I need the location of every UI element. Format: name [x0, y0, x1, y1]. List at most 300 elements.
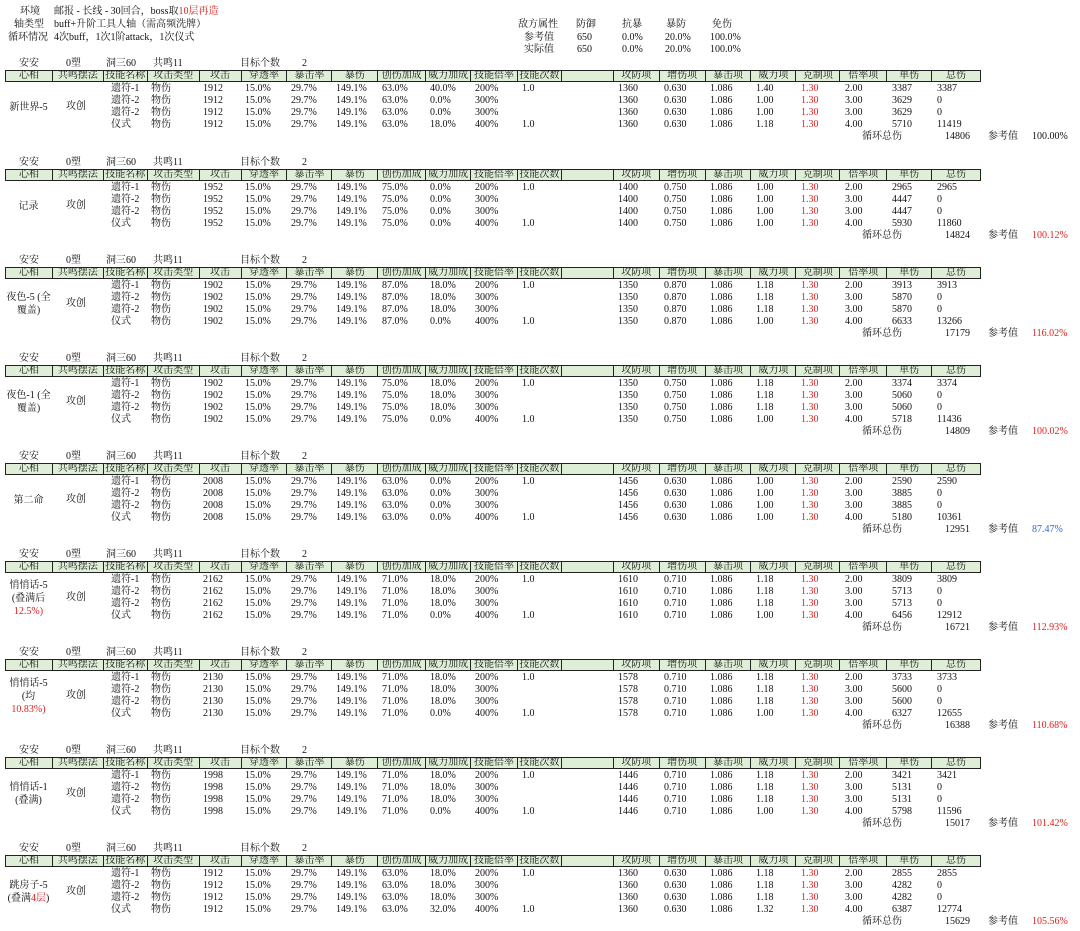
damage-boost-factor: 0.750	[664, 218, 687, 229]
loop-total-value: 17179	[945, 328, 970, 339]
axis-label: 轴类型	[14, 19, 44, 30]
column-header-attack: 攻击	[200, 464, 242, 474]
damage-boost-factor: 0.710	[664, 782, 687, 793]
damage-boost-factor: 0.630	[664, 892, 687, 903]
multiplier-factor: 3.00	[845, 292, 863, 303]
power-bonus: 18.0%	[430, 292, 456, 303]
column-header-attack-type: 攻击类型	[148, 856, 200, 866]
total-damage: 11596	[937, 806, 962, 817]
single-damage: 3885	[892, 500, 912, 511]
heart-phase-name-line: 悄悄话-1	[9, 782, 48, 793]
heart-phase-name-line: 第二命	[13, 494, 44, 506]
counter-factor: 1.30	[801, 782, 819, 793]
counter-factor: 1.30	[801, 378, 819, 389]
single-damage: 6327	[892, 708, 912, 719]
wound-bonus: 71.0%	[382, 806, 408, 817]
power-bonus: 0.0%	[430, 414, 451, 425]
single-damage: 3913	[892, 280, 912, 291]
crit-factor: 1.086	[710, 574, 733, 585]
single-damage: 3629	[892, 107, 912, 118]
column-header-skill-count: 技能次数	[518, 856, 562, 866]
skill-count: 1.0	[522, 708, 535, 719]
atk-def-factor: 1350	[618, 390, 638, 401]
attack-type: 物伤	[151, 696, 171, 707]
attack-value: 1952	[203, 206, 223, 217]
total-damage: 0	[937, 304, 942, 315]
power-factor: 1.18	[756, 402, 774, 413]
column-header-attack: 攻击	[200, 856, 242, 866]
column-header-total-damage: 总伤	[946, 170, 967, 180]
atk-def-factor: 1400	[618, 218, 638, 229]
attack-value: 1998	[203, 782, 223, 793]
enemy-header-res: 抗暴	[622, 19, 642, 30]
column-header-atk-def-term: 攻防项	[614, 366, 660, 376]
single-damage: 2855	[892, 868, 912, 879]
wound-bonus: 71.0%	[382, 598, 408, 609]
crit-damage: 149.1%	[336, 696, 367, 707]
penetration-rate: 15.0%	[245, 107, 271, 118]
reference-label: 参考值	[988, 328, 1018, 339]
enemy-header-imm: 免伤	[712, 19, 732, 30]
wound-bonus: 87.0%	[382, 316, 408, 327]
crit-factor: 1.086	[710, 904, 733, 915]
heart-phase-name	[5, 781, 52, 807]
loop-total-value: 12951	[945, 524, 970, 535]
loop-total-value: 14806	[945, 131, 970, 142]
loop-total-label: 循环总伤	[862, 622, 902, 633]
crit-damage: 149.1%	[336, 770, 367, 781]
column-header-attack: 攻击	[200, 366, 242, 376]
wound-bonus: 75.0%	[382, 194, 408, 205]
column-header-crit-rate: 暴击率	[287, 758, 332, 768]
mold-level: 0塑	[66, 353, 81, 364]
single-damage: 5600	[892, 684, 912, 695]
loop-value: 4次buff，1次1阶attack，1次仪式	[54, 32, 195, 43]
column-header-counter-term: 克制项	[796, 562, 840, 572]
attack-value: 1998	[203, 770, 223, 781]
power-factor: 1.18	[756, 292, 774, 303]
single-damage: 5060	[892, 402, 912, 413]
resonance-level: 共鸣11	[153, 843, 183, 854]
counter-factor: 1.30	[801, 500, 819, 511]
column-header-atk-def-term: 攻防项	[614, 660, 660, 670]
damage-boost-factor: 0.750	[664, 194, 687, 205]
atk-def-factor: 1578	[618, 696, 638, 707]
crit-rate: 29.7%	[291, 107, 317, 118]
crit-damage: 149.1%	[336, 292, 367, 303]
skill-multiplier: 300%	[475, 892, 499, 903]
wound-bonus: 63.0%	[382, 904, 408, 915]
power-bonus: 40.0%	[430, 83, 456, 94]
column-header-skill-multiplier: 技能倍率	[471, 366, 518, 376]
crit-rate: 29.7%	[291, 770, 317, 781]
single-damage: 5718	[892, 414, 912, 425]
attack-type: 物伤	[151, 182, 171, 193]
power-factor: 1.18	[756, 880, 774, 891]
total-damage: 3421	[937, 770, 957, 781]
atk-def-factor: 1350	[618, 414, 638, 425]
total-damage: 11860	[937, 218, 962, 229]
damage-boost-factor: 0.630	[664, 488, 687, 499]
power-factor: 1.18	[756, 672, 774, 683]
power-bonus: 18.0%	[430, 684, 456, 695]
skill-name: 遗符-1	[111, 280, 140, 291]
char-name: 安安	[19, 549, 39, 560]
attack-value: 1912	[203, 95, 223, 106]
skill-count: 1.0	[522, 280, 535, 291]
column-header-skill-name: 技能名称	[104, 758, 148, 768]
multiplier-factor: 4.00	[845, 708, 863, 719]
atk-def-factor: 1446	[618, 782, 638, 793]
crit-factor: 1.086	[710, 476, 733, 487]
penetration-rate: 15.0%	[245, 586, 271, 597]
target-count-label: 目标个数	[240, 157, 280, 168]
resonance-school: 攻创	[66, 298, 86, 309]
single-damage: 2590	[892, 476, 912, 487]
atk-def-factor: 1446	[618, 806, 638, 817]
column-header-skill-multiplier: 技能倍率	[471, 758, 518, 768]
attack-type: 物伤	[151, 880, 171, 891]
heart-phase-name	[5, 579, 52, 618]
total-damage: 11419	[937, 119, 962, 130]
attack-type: 物伤	[151, 904, 171, 915]
crit-rate: 29.7%	[291, 684, 317, 695]
heart-phase-name-line: 10.83%)	[11, 703, 46, 715]
enemy-imm-value: 100.0%	[710, 44, 741, 55]
penetration-rate: 15.0%	[245, 304, 271, 315]
skill-count: 1.0	[522, 119, 535, 130]
counter-factor: 1.30	[801, 218, 819, 229]
column-header-skill-count: 技能次数	[518, 660, 562, 670]
crit-rate: 29.7%	[291, 586, 317, 597]
crit-rate: 29.7%	[291, 500, 317, 511]
multiplier-factor: 3.00	[845, 880, 863, 891]
mold-level: 0塑	[66, 255, 81, 266]
column-header-damage-boost-term: 增伤项	[660, 758, 706, 768]
skill-count: 1.0	[522, 868, 535, 879]
penetration-rate: 15.0%	[245, 414, 271, 425]
penetration-rate: 15.0%	[245, 206, 271, 217]
enemy-row-label: 参考值	[524, 32, 554, 43]
column-header-wound-bonus: 创伤加成	[378, 660, 426, 670]
skill-count: 1.0	[522, 610, 535, 621]
cave-level: 洞三60	[106, 58, 136, 69]
skill-name: 遗符-2	[111, 194, 140, 205]
column-header-attack: 攻击	[200, 660, 242, 670]
multiplier-factor: 4.00	[845, 414, 863, 425]
total-damage: 0	[937, 782, 942, 793]
column-header-skill-multiplier: 技能倍率	[471, 562, 518, 572]
cave-level: 洞三60	[106, 647, 136, 658]
column-header-power-term: 威力项	[751, 170, 796, 180]
column-header-skill-count: 技能次数	[518, 170, 562, 180]
atk-def-factor: 1360	[618, 119, 638, 130]
wound-bonus: 71.0%	[382, 708, 408, 719]
multiplier-factor: 3.00	[845, 782, 863, 793]
atk-def-factor: 1456	[618, 488, 638, 499]
penetration-rate: 15.0%	[245, 684, 271, 695]
power-factor: 1.18	[756, 782, 774, 793]
multiplier-factor: 2.00	[845, 83, 863, 94]
single-damage: 5180	[892, 512, 912, 523]
skill-count: 1.0	[522, 378, 535, 389]
attack-value: 2130	[203, 708, 223, 719]
power-bonus: 18.0%	[430, 402, 456, 413]
crit-rate: 29.7%	[291, 512, 317, 523]
attack-type: 物伤	[151, 95, 171, 106]
column-header-crit-rate: 暴击率	[287, 170, 332, 180]
power-factor: 1.00	[756, 512, 774, 523]
crit-factor: 1.086	[710, 868, 733, 879]
atk-def-factor: 1360	[618, 880, 638, 891]
crit-factor: 1.086	[710, 280, 733, 291]
damage-boost-factor: 0.630	[664, 880, 687, 891]
multiplier-factor: 3.00	[845, 684, 863, 695]
multiplier-factor: 4.00	[845, 512, 863, 523]
power-bonus: 0.0%	[430, 206, 451, 217]
skill-multiplier: 400%	[475, 806, 499, 817]
column-header-single-damage: 单伤	[887, 562, 932, 572]
column-header-heart-phase: 心相	[6, 660, 53, 670]
reference-value: 105.56%	[1032, 916, 1068, 927]
column-header-multiplier-term: 倍率项	[840, 71, 887, 81]
column-header-skill-name: 技能名称	[104, 562, 148, 572]
heart-phase-name	[5, 101, 52, 114]
attack-type: 物伤	[151, 598, 171, 609]
char-name: 安安	[19, 58, 39, 69]
power-factor: 1.18	[756, 696, 774, 707]
wound-bonus: 71.0%	[382, 770, 408, 781]
skill-name: 遗符-1	[111, 83, 140, 94]
total-damage: 0	[937, 892, 942, 903]
total-damage: 3374	[937, 378, 957, 389]
single-damage: 4282	[892, 880, 912, 891]
column-header-counter-term: 克制项	[796, 856, 840, 866]
skill-name: 遗符-2	[111, 586, 140, 597]
atk-def-factor: 1350	[618, 292, 638, 303]
enemy-def-value: 650	[577, 44, 592, 55]
column-header-wound-bonus: 创伤加成	[378, 562, 426, 572]
counter-factor: 1.30	[801, 488, 819, 499]
skill-count: 1.0	[522, 83, 535, 94]
multiplier-factor: 3.00	[845, 304, 863, 315]
wound-bonus: 75.0%	[382, 218, 408, 229]
column-header-counter-term: 克制项	[796, 758, 840, 768]
multiplier-factor: 4.00	[845, 218, 863, 229]
damage-boost-factor: 0.630	[664, 476, 687, 487]
penetration-rate: 15.0%	[245, 904, 271, 915]
power-bonus: 0.0%	[430, 708, 451, 719]
crit-damage: 149.1%	[336, 672, 367, 683]
axis-value: buff+升阶工具人轴（需高频洗牌）	[54, 19, 207, 30]
skill-name: 仪式	[111, 414, 131, 425]
column-header-multiplier-term: 倍率项	[840, 660, 887, 670]
total-damage: 12655	[937, 708, 962, 719]
crit-damage: 149.1%	[336, 512, 367, 523]
single-damage: 3421	[892, 770, 912, 781]
total-damage: 3387	[937, 83, 957, 94]
column-header-penetration-rate: 穿透率	[242, 366, 288, 376]
column-header-multiplier-term: 倍率项	[840, 268, 887, 278]
skill-multiplier: 200%	[475, 868, 499, 879]
column-header-skill-name: 技能名称	[104, 464, 148, 474]
single-damage: 4447	[892, 194, 912, 205]
penetration-rate: 15.0%	[245, 574, 271, 585]
counter-factor: 1.30	[801, 672, 819, 683]
column-header-crit-rate: 暴击率	[287, 268, 332, 278]
column-header-attack: 攻击	[200, 170, 242, 180]
power-bonus: 18.0%	[430, 794, 456, 805]
crit-rate: 29.7%	[291, 672, 317, 683]
atk-def-factor: 1350	[618, 304, 638, 315]
column-header-skill-multiplier: 技能倍率	[471, 170, 518, 180]
column-header-skill-multiplier: 技能倍率	[471, 268, 518, 278]
target-count-value: 2	[302, 745, 307, 756]
penetration-rate: 15.0%	[245, 378, 271, 389]
multiplier-factor: 3.00	[845, 488, 863, 499]
heart-phase-name-line: 夜色-5 (全	[6, 292, 51, 303]
column-header-heart-phase: 心相	[6, 562, 53, 572]
skill-multiplier: 300%	[475, 586, 499, 597]
column-header-damage-boost-term: 增伤项	[660, 170, 706, 180]
attack-type: 物伤	[151, 574, 171, 585]
column-header-power-bonus: 威力加成	[426, 268, 471, 278]
multiplier-factor: 2.00	[845, 574, 863, 585]
crit-rate: 29.7%	[291, 182, 317, 193]
loop-total-value: 14824	[945, 230, 970, 241]
column-header-crit-rate: 暴击率	[287, 856, 332, 866]
column-header-row	[5, 169, 981, 181]
counter-factor: 1.30	[801, 83, 819, 94]
column-header-crit-rate: 暴击率	[287, 660, 332, 670]
column-header-power-bonus: 威力加成	[426, 366, 471, 376]
attack-value: 1902	[203, 292, 223, 303]
crit-damage: 149.1%	[336, 316, 367, 327]
env-value: 邮报 - 长线 - 30回合，boss取10层再造	[54, 6, 219, 17]
column-header-skill-name: 技能名称	[104, 170, 148, 180]
enemy-res-value: 0.0%	[622, 32, 643, 43]
attack-type: 物伤	[151, 586, 171, 597]
skill-count: 1.0	[522, 182, 535, 193]
power-factor: 1.00	[756, 95, 774, 106]
counter-factor: 1.30	[801, 696, 819, 707]
atk-def-factor: 1400	[618, 206, 638, 217]
skill-name: 仪式	[111, 610, 131, 621]
attack-value: 1912	[203, 880, 223, 891]
column-header-crit-term: 暴击项	[706, 268, 752, 278]
crit-damage: 149.1%	[336, 904, 367, 915]
counter-factor: 1.30	[801, 476, 819, 487]
column-header-power-bonus: 威力加成	[426, 170, 471, 180]
heart-phase-name	[5, 200, 52, 213]
damage-boost-factor: 0.630	[664, 904, 687, 915]
wound-bonus: 71.0%	[382, 782, 408, 793]
crit-rate: 29.7%	[291, 892, 317, 903]
crit-damage: 149.1%	[336, 610, 367, 621]
wound-bonus: 71.0%	[382, 684, 408, 695]
crit-rate: 29.7%	[291, 794, 317, 805]
resonance-school: 攻创	[66, 886, 86, 897]
column-header-damage-boost-term: 增伤项	[660, 856, 706, 866]
skill-multiplier: 200%	[475, 672, 499, 683]
crit-rate: 29.7%	[291, 414, 317, 425]
counter-factor: 1.30	[801, 708, 819, 719]
column-header-wound-bonus: 创伤加成	[378, 856, 426, 866]
resonance-level: 共鸣11	[153, 255, 183, 266]
column-header-heart-phase: 心相	[6, 464, 53, 474]
column-header-single-damage: 单伤	[887, 170, 932, 180]
loop-total-label: 循环总伤	[862, 328, 902, 339]
column-header-attack-type: 攻击类型	[148, 758, 200, 768]
column-header-total-damage: 总伤	[946, 660, 967, 670]
crit-factor: 1.086	[710, 684, 733, 695]
resonance-school: 攻创	[66, 788, 86, 799]
multiplier-factor: 4.00	[845, 610, 863, 621]
crit-factor: 1.086	[710, 316, 733, 327]
power-factor: 1.00	[756, 414, 774, 425]
crit-damage: 149.1%	[336, 206, 367, 217]
attack-type: 物伤	[151, 378, 171, 389]
crit-damage: 149.1%	[336, 95, 367, 106]
wound-bonus: 71.0%	[382, 574, 408, 585]
crit-rate: 29.7%	[291, 598, 317, 609]
counter-factor: 1.30	[801, 390, 819, 401]
total-damage: 2965	[937, 182, 957, 193]
single-damage: 5713	[892, 586, 912, 597]
skill-multiplier: 400%	[475, 316, 499, 327]
penetration-rate: 15.0%	[245, 292, 271, 303]
single-damage: 6633	[892, 316, 912, 327]
attack-value: 1912	[203, 892, 223, 903]
heart-phase-name	[5, 677, 52, 716]
skill-name: 遗符-1	[111, 770, 140, 781]
column-header-damage-boost-term: 增伤项	[660, 366, 706, 376]
column-header-crit-damage: 暴伤	[332, 71, 378, 81]
column-header-skill-name: 技能名称	[104, 366, 148, 376]
reference-value: 100.00%	[1032, 131, 1068, 142]
atk-def-factor: 1578	[618, 672, 638, 683]
crit-rate: 29.7%	[291, 218, 317, 229]
skill-name: 仪式	[111, 806, 131, 817]
column-header-atk-def-term: 攻防项	[614, 562, 660, 572]
column-header-row	[5, 463, 981, 475]
single-damage: 4447	[892, 206, 912, 217]
column-header-crit-rate: 暴击率	[287, 464, 332, 474]
power-bonus: 0.0%	[430, 107, 451, 118]
power-bonus: 18.0%	[430, 770, 456, 781]
penetration-rate: 15.0%	[245, 316, 271, 327]
column-header-blank	[562, 758, 614, 768]
power-factor: 1.18	[756, 586, 774, 597]
atk-def-factor: 1578	[618, 684, 638, 695]
column-header-penetration-rate: 穿透率	[242, 660, 288, 670]
column-header-skill-name: 技能名称	[104, 660, 148, 670]
column-header-multiplier-term: 倍率项	[840, 464, 887, 474]
column-header-penetration-rate: 穿透率	[242, 856, 288, 866]
column-header-blank	[562, 660, 614, 670]
counter-factor: 1.30	[801, 610, 819, 621]
attack-type: 物伤	[151, 892, 171, 903]
column-header-penetration-rate: 穿透率	[242, 464, 288, 474]
penetration-rate: 15.0%	[245, 218, 271, 229]
column-header-damage-boost-term: 增伤项	[660, 464, 706, 474]
crit-factor: 1.086	[710, 414, 733, 425]
total-damage: 0	[937, 684, 942, 695]
power-bonus: 18.0%	[430, 696, 456, 707]
skill-count: 1.0	[522, 512, 535, 523]
column-header-heart-phase: 心相	[6, 268, 53, 278]
skill-name: 遗符-2	[111, 206, 140, 217]
